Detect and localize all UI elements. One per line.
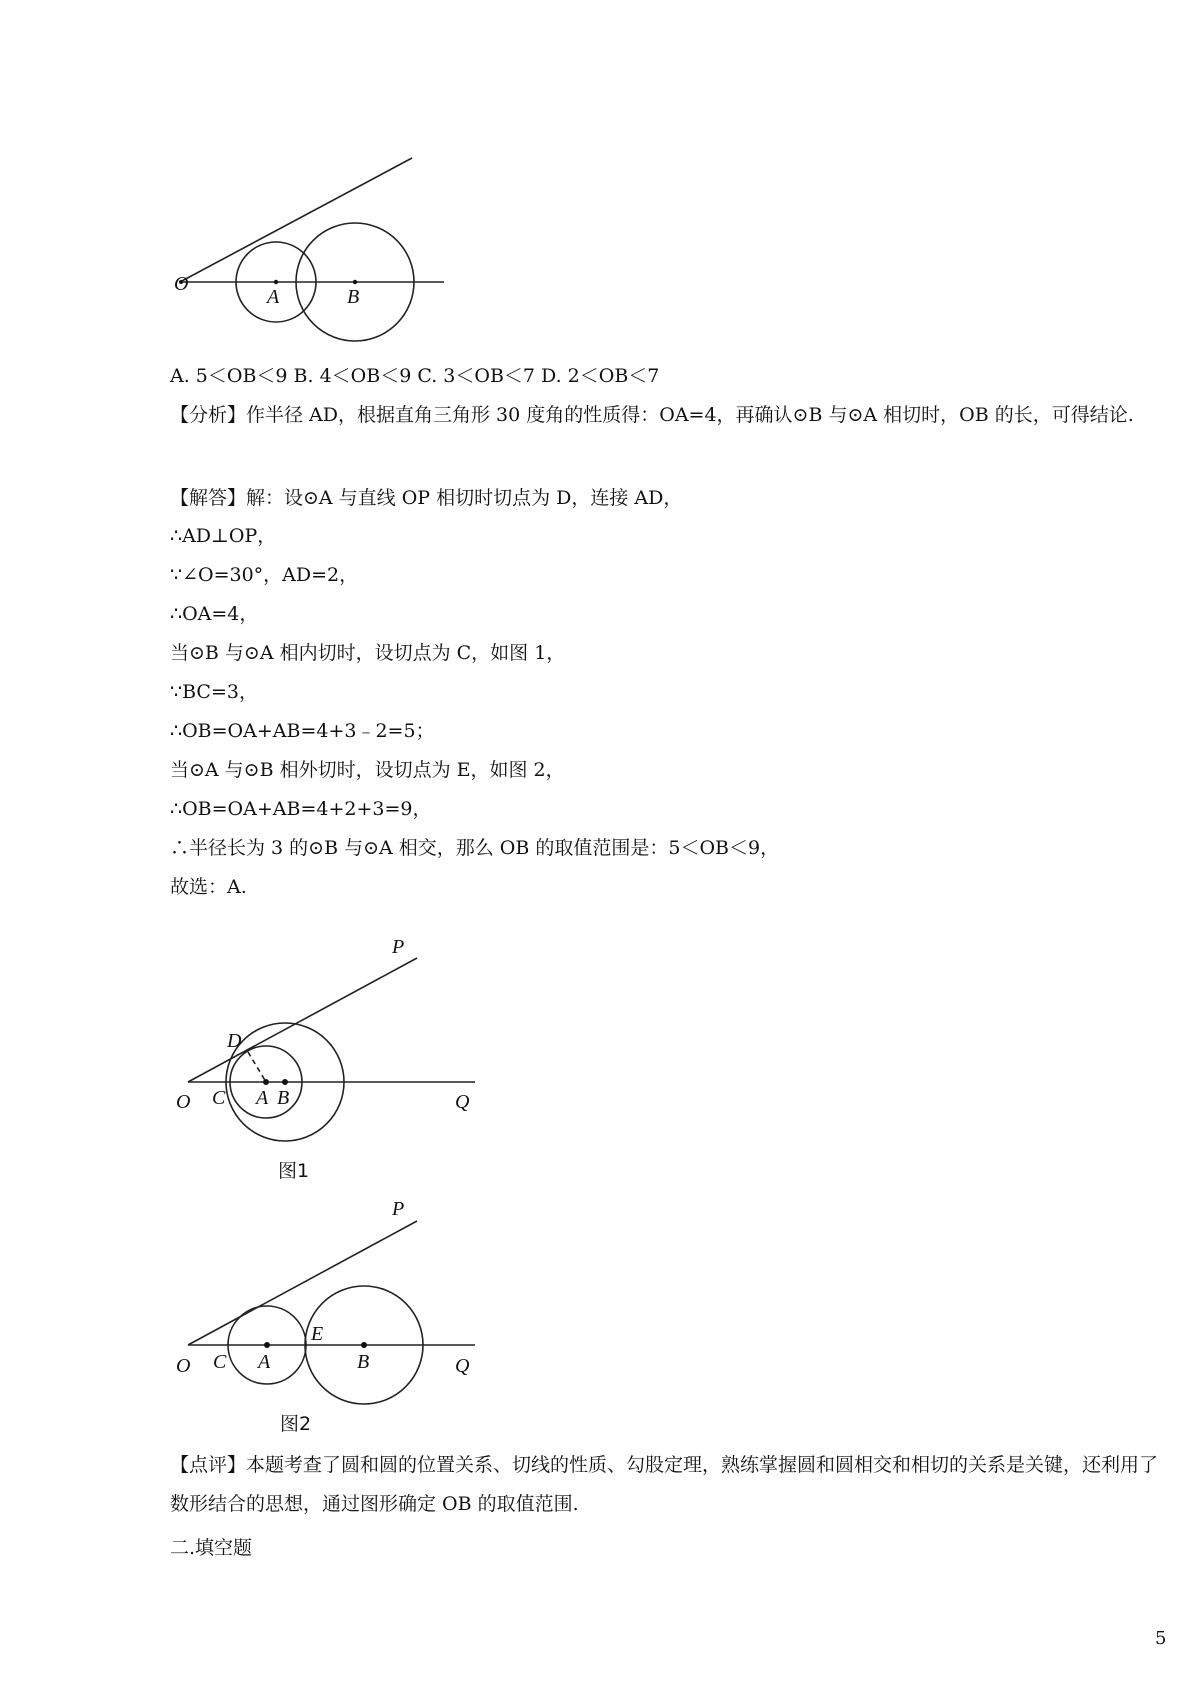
figure-top-label-b: B xyxy=(347,286,360,308)
figure1-point-a xyxy=(263,1079,269,1085)
figure1-label-d: D xyxy=(227,1030,242,1052)
figure-1 xyxy=(176,936,475,1182)
figure2-label-e: E xyxy=(311,1323,324,1345)
page-number: 5 xyxy=(1155,1628,1167,1649)
solution-line-10: ∴半径长为 3 的⊙B 与⊙A 相交，那么 OB 的取值范围是：5＜OB＜9， xyxy=(170,837,780,859)
solution-line-1: 【解答】解：设⊙A 与直线 OP 相切时切点为 D，连接 AD， xyxy=(170,487,683,509)
figure-top-label-a: A xyxy=(267,286,280,308)
analysis-paragraph: 【分析】作半径 AD，根据直角三角形 30 度角的性质得：OA=4，再确认⊙B 与⊙A 相切时，OB 的长，可得结论. xyxy=(170,404,1134,426)
solution-line-6: ∵BC=3， xyxy=(170,681,258,703)
figure2-label-b: B xyxy=(357,1351,370,1373)
answer-choices: A. 5＜OB＜9 B. 4＜OB＜9 C. 3＜OB＜7 D. 2＜OB＜7 xyxy=(170,365,660,387)
figure2-label-a: A xyxy=(258,1351,271,1373)
figure-top-point-b xyxy=(353,280,357,284)
figure-top-point-a xyxy=(274,280,278,284)
figure1-label-a: A xyxy=(256,1087,269,1109)
section-heading: 二.填空题 xyxy=(170,1537,253,1559)
figure2-label-p: P xyxy=(392,1198,405,1220)
figure-2 xyxy=(176,1198,475,1435)
comment-paragraph: 【点评】本题考查了圆和圆的位置关系、切线的性质、勾股定理，熟练掌握圆和圆相交和相切的关系是关键，还利用了数形结合的思想，通过图形确定 OB 的取值范围. xyxy=(170,1454,1159,1515)
figure2-point-b xyxy=(361,1342,367,1348)
figure1-label-c: C xyxy=(212,1087,226,1109)
figure2-caption: 图2 xyxy=(280,1413,312,1435)
figure-top-label-o: O xyxy=(174,273,189,295)
figure1-caption: 图1 xyxy=(278,1160,310,1182)
figure2-point-a xyxy=(264,1342,270,1348)
solution-line-2: ∴AD⊥OP， xyxy=(170,525,277,547)
figure2-label-c: C xyxy=(213,1351,227,1373)
figure1-label-b: B xyxy=(277,1087,290,1109)
solution-line-4: ∴OA=4， xyxy=(170,603,259,625)
figure1-label-o: O xyxy=(176,1091,191,1113)
figure2-label-o: O xyxy=(176,1355,191,1377)
solution-line-7: ∴OB=OA+AB=4+3﹣2=5； xyxy=(170,720,435,742)
solution-line-11: 故选：A. xyxy=(170,876,247,898)
figure1-segment-ad xyxy=(248,1052,266,1082)
figure1-label-q: Q xyxy=(455,1091,470,1113)
figure1-label-p: P xyxy=(392,936,405,958)
figure2-label-q: Q xyxy=(455,1355,470,1377)
solution-line-3: ∵∠O=30°，AD=2， xyxy=(170,564,359,586)
solution-line-8: 当⊙A 与⊙B 相外切时，设切点为 E，如图 2， xyxy=(170,759,565,781)
solution-line-9: ∴OB=OA+AB=4+2+3=9， xyxy=(170,798,432,820)
figure1-point-b xyxy=(282,1079,288,1085)
figure2-ray-op xyxy=(188,1221,417,1345)
figure1-ray-op xyxy=(188,958,417,1082)
solution-line-5: 当⊙B 与⊙A 相内切时，设切点为 C，如图 1， xyxy=(170,642,566,664)
figure-top xyxy=(174,158,444,341)
figure-top-ray-op xyxy=(180,158,412,282)
